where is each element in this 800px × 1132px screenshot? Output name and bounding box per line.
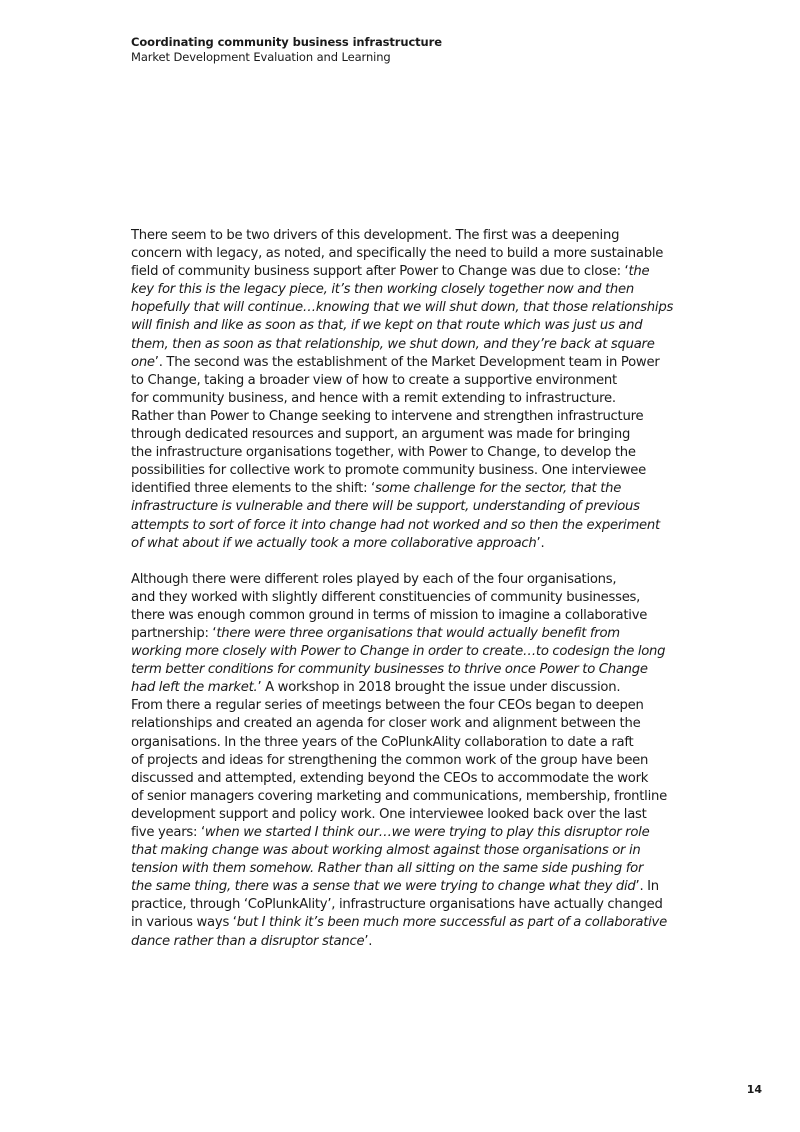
text-line bbox=[131, 354, 676, 372]
quote-text: of what about if we actually took a more collaborative approach bbox=[131, 535, 537, 551]
quote-text: that making change was about working almost against those organisations or in bbox=[131, 843, 641, 859]
quote-text: infrastructure is vulnerable and there will be support, understanding of previous bbox=[131, 499, 640, 515]
text-line bbox=[131, 770, 676, 788]
body-run: Although there were different roles played by each of the four organisations, bbox=[131, 571, 617, 587]
body-run: possibilities for collective work to promote community business. One interviewee bbox=[131, 463, 646, 479]
body-text bbox=[131, 227, 676, 951]
header-subtitle: Market Development Evaluation and Learning bbox=[131, 50, 391, 64]
body-run: there was enough common ground in terms of mission to imagine a collaborative bbox=[131, 607, 648, 623]
text-line bbox=[131, 824, 676, 842]
text-line bbox=[131, 933, 676, 951]
text-line bbox=[131, 517, 676, 535]
text-line bbox=[131, 408, 676, 426]
text-line bbox=[131, 752, 676, 770]
text-line bbox=[131, 498, 676, 516]
text-line bbox=[131, 245, 676, 263]
text-line bbox=[131, 263, 676, 281]
body-run: From there a regular series of meetings between the four CEOs began to deepen bbox=[131, 698, 644, 714]
body-run: five years: ‘ bbox=[131, 825, 205, 840]
text-line bbox=[131, 661, 676, 679]
text-line bbox=[131, 896, 676, 914]
body-run: for community business, and hence with a remit extending to infrastructure. bbox=[131, 390, 616, 406]
quote-text: the same thing, there was a sense that we were trying to change what they did bbox=[131, 879, 636, 895]
quote-text: key for this is the legacy piece, it’s then working closely together now and then bbox=[131, 282, 635, 298]
text-line bbox=[131, 336, 676, 354]
text-line bbox=[131, 643, 676, 661]
text-line bbox=[131, 878, 676, 896]
body-run: ’. bbox=[536, 535, 545, 551]
text-line bbox=[131, 788, 676, 806]
page-number: 14 bbox=[746, 1083, 762, 1096]
running-header bbox=[131, 35, 442, 65]
text-line bbox=[131, 571, 676, 589]
quote-text: one bbox=[131, 354, 155, 370]
body-run: ’. bbox=[364, 933, 373, 949]
text-line bbox=[131, 715, 676, 733]
body-run: in various ways ‘ bbox=[131, 915, 237, 931]
text-line bbox=[131, 390, 676, 408]
body-run: organisations. In the three years of the CoPlunkAlity collaboration to date a raft bbox=[131, 734, 634, 750]
text-line bbox=[131, 299, 676, 317]
quote-text: will finish and like as soon as that, if we kept on that route which was just us and bbox=[131, 318, 643, 334]
paragraph-1 bbox=[131, 227, 676, 553]
body-run: partnership: ‘ bbox=[131, 625, 217, 641]
quote-text: but I think it’s been much more successful as part of a collaborative bbox=[236, 915, 667, 931]
text-line bbox=[131, 734, 676, 752]
quote-text: working more closely with Power to Change in order to create…to codesign the long bbox=[131, 644, 666, 660]
quote-text: had left the market. bbox=[131, 680, 258, 696]
text-line bbox=[131, 625, 676, 643]
body-run: ’. In bbox=[635, 879, 659, 895]
body-run: to Change, taking a broader view of how to create a supportive environment bbox=[131, 372, 617, 388]
quote-text: there were three organisations that would actually benefit from bbox=[216, 625, 620, 641]
quote-text: the bbox=[628, 264, 650, 280]
text-line bbox=[131, 426, 676, 444]
body-run: ’. The second was the establishment of the Market Development team in Power bbox=[154, 354, 660, 370]
text-line bbox=[131, 860, 676, 878]
body-run: development support and policy work. One interviewee looked back over the last bbox=[131, 806, 647, 822]
text-line bbox=[131, 589, 676, 607]
quote-text: some challenge for the sector, that the bbox=[374, 481, 622, 497]
quote-text: them, then as soon as that relationship, we shut down, and they’re back at square bbox=[131, 336, 655, 352]
text-line bbox=[131, 842, 676, 860]
body-run: identified three elements to the shift: ‘ bbox=[131, 481, 375, 497]
body-run: field of community business support after Power to Change was due to close: ‘ bbox=[131, 264, 629, 280]
paragraph-2 bbox=[131, 571, 676, 951]
body-run: the infrastructure organisations together, with Power to Change, to develop the bbox=[131, 445, 636, 461]
text-line bbox=[131, 697, 676, 715]
text-line bbox=[131, 281, 676, 299]
quote-text: hopefully that will continue…knowing that we will shut down, that those relationships bbox=[131, 300, 674, 316]
text-line bbox=[131, 607, 676, 625]
body-run: ’ A workshop in 2018 brought the issue under discussion. bbox=[257, 680, 621, 696]
body-run: of projects and ideas for strengthening the common work of the group have been bbox=[131, 752, 649, 768]
quote-text: attempts to sort of force it into change had not worked and so then the experiment bbox=[131, 517, 660, 533]
body-run: discussed and attempted, extending beyond the CEOs to accommodate the work bbox=[131, 770, 649, 786]
text-line bbox=[131, 806, 676, 824]
text-line bbox=[131, 679, 676, 697]
text-line bbox=[131, 462, 676, 480]
body-run: relationships and created an agenda for closer work and alignment between the bbox=[131, 716, 641, 732]
text-line bbox=[131, 480, 676, 498]
quote-text: term better conditions for community businesses to thrive once Power to Change bbox=[131, 662, 648, 678]
body-run: There seem to be two drivers of this development. The first was a deepening bbox=[131, 228, 620, 243]
text-line bbox=[131, 227, 676, 245]
body-run: Rather than Power to Change seeking to intervene and strengthen infrastructure bbox=[131, 408, 644, 424]
body-run: through dedicated resources and support, an argument was made for bringing bbox=[131, 427, 631, 443]
quote-text: tension with them somehow. Rather than all sitting on the same side pushing for bbox=[131, 861, 644, 877]
text-line bbox=[131, 372, 676, 390]
text-line bbox=[131, 317, 676, 335]
body-run: of senior managers covering marketing and communications, membership, frontline bbox=[131, 788, 667, 804]
text-line bbox=[131, 444, 676, 462]
body-run: and they worked with slightly different constituencies of community businesses, bbox=[131, 589, 641, 605]
body-run: practice, through ‘CoPlunkAlity’, infrastructure organisations have actually changed bbox=[131, 897, 663, 913]
text-line bbox=[131, 535, 676, 553]
quote-text: dance rather than a disruptor stance bbox=[131, 933, 365, 949]
text-line bbox=[131, 914, 676, 932]
quote-text: when we started I think our…we were trying to play this disruptor role bbox=[204, 825, 650, 840]
header-title: Coordinating community business infrastructure bbox=[131, 35, 442, 49]
body-run: concern with legacy, as noted, and specifically the need to build a more sustainable bbox=[131, 246, 664, 262]
